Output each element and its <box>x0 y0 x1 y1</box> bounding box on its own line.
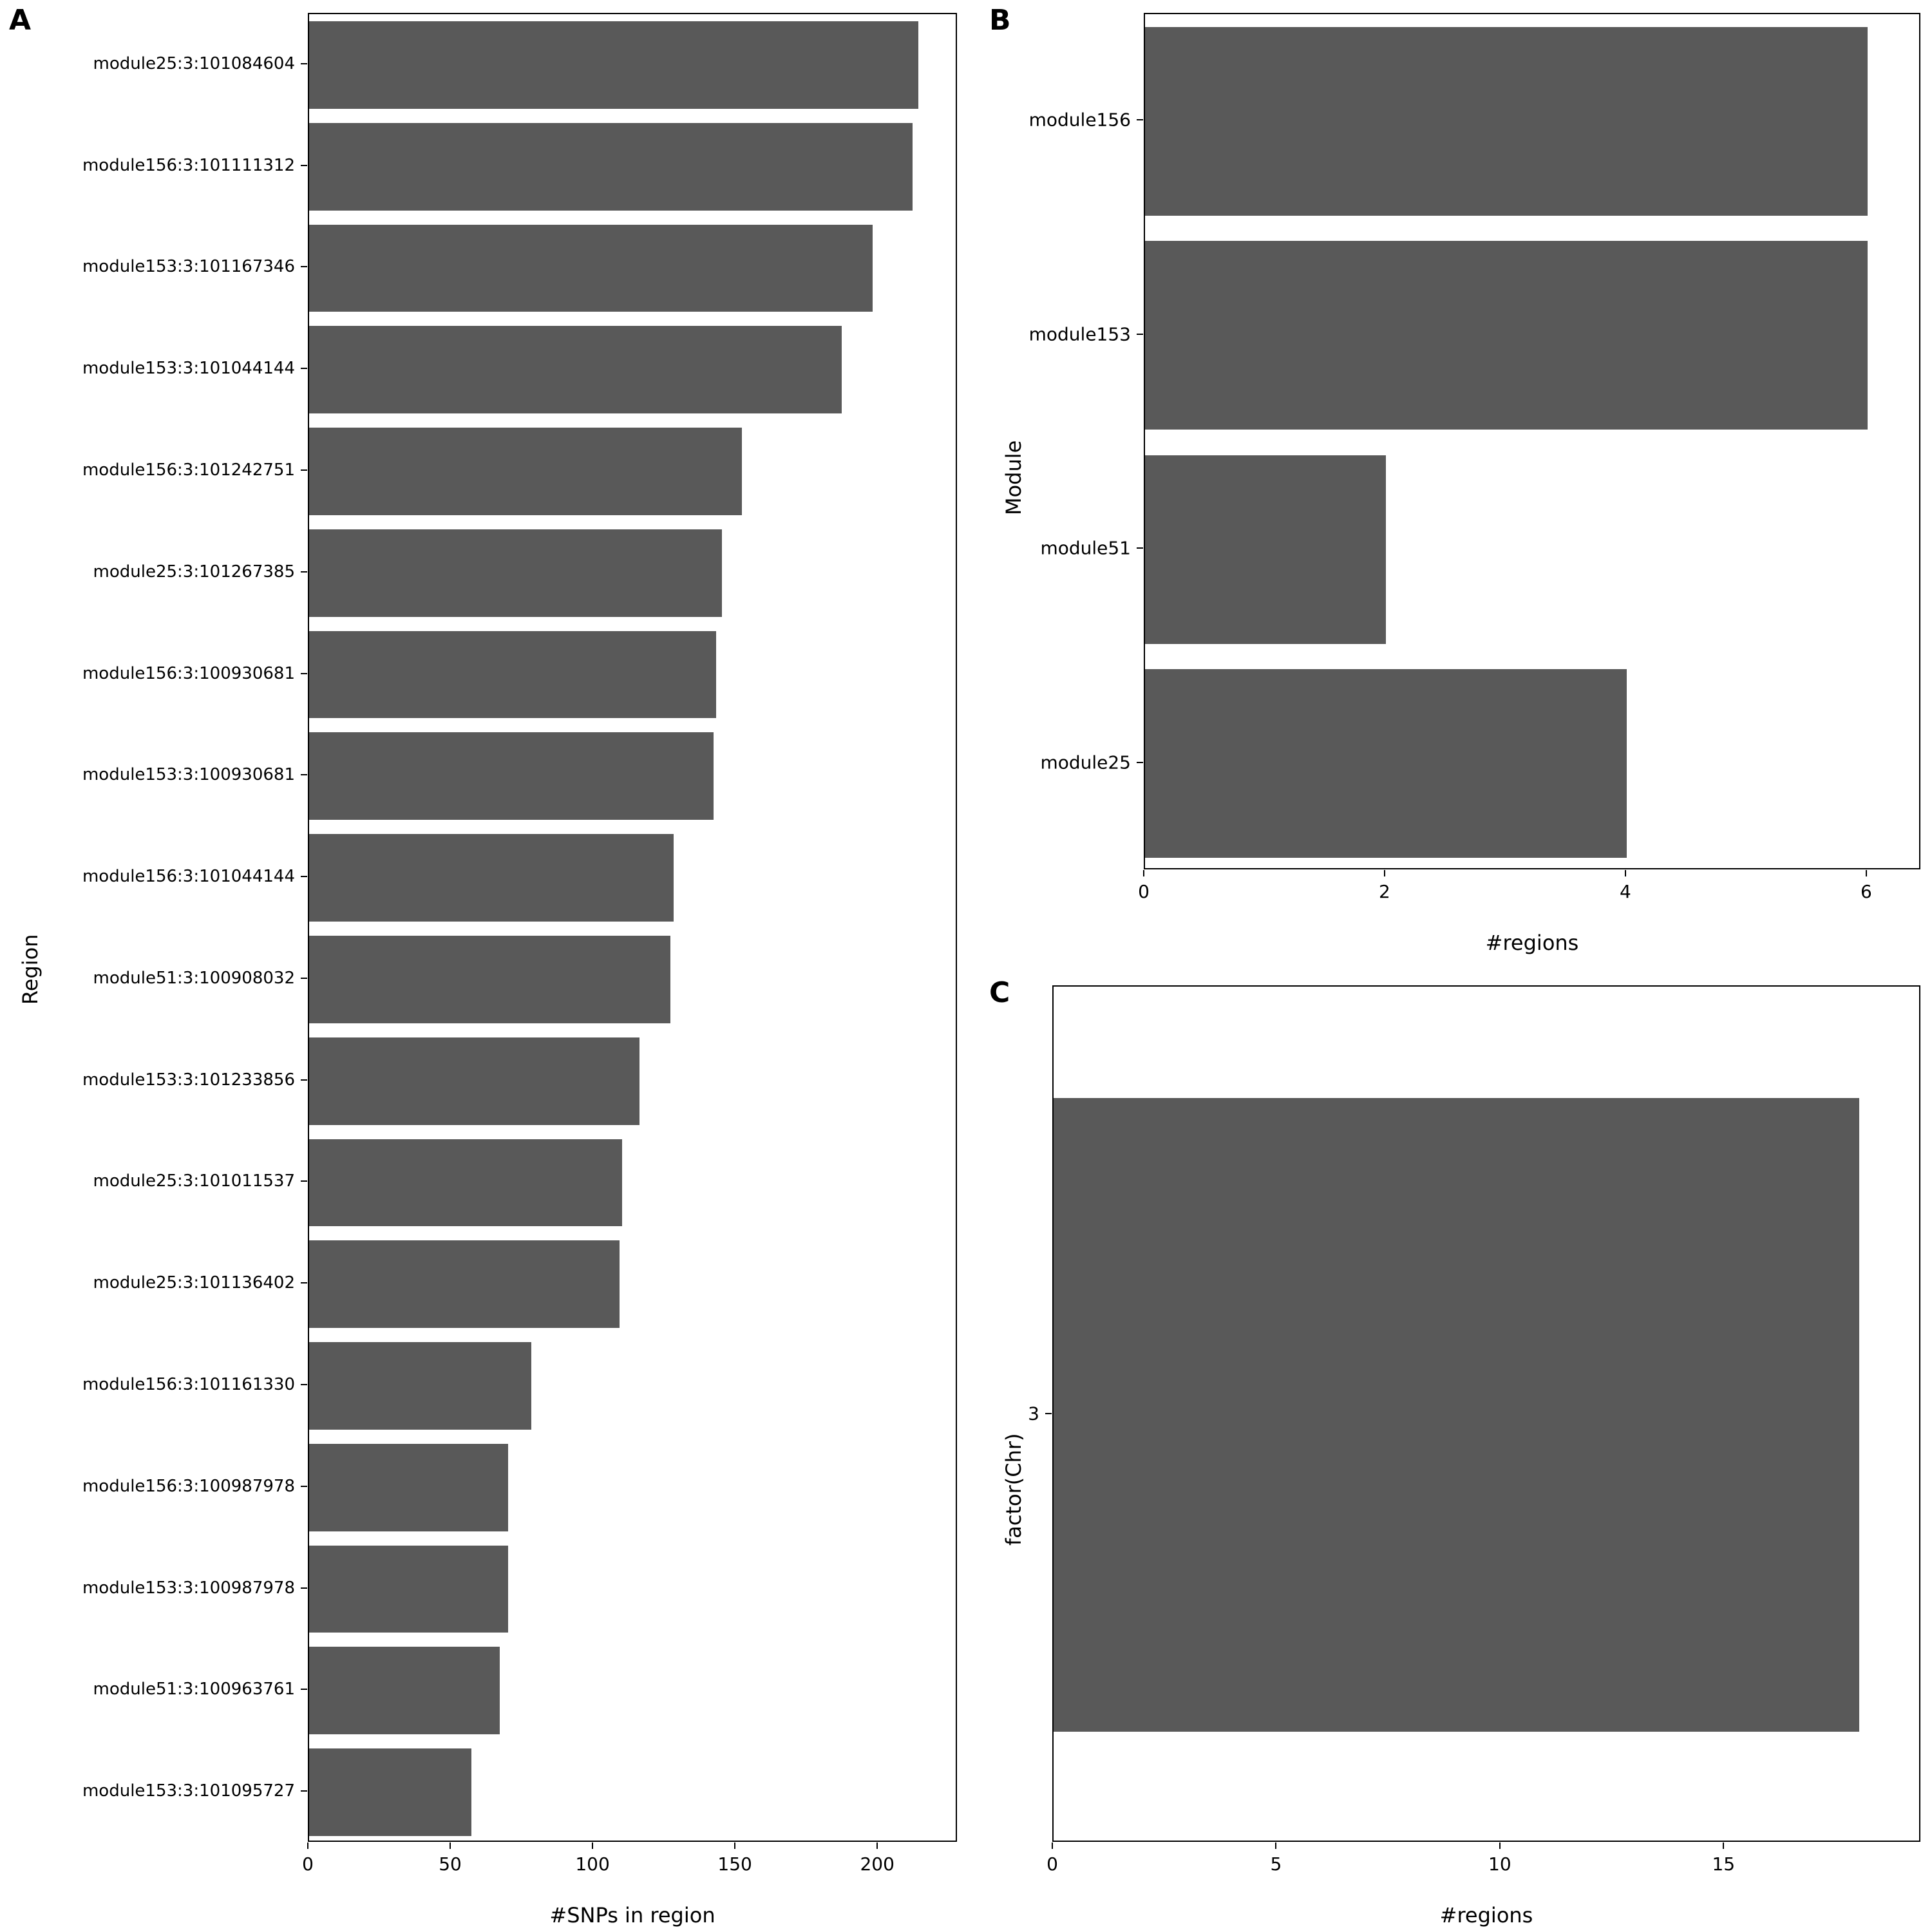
x-tick-mark <box>1275 1842 1276 1849</box>
panel-c-y-axis-title: factor(Chr) <box>1001 1433 1026 1546</box>
panel-b-bars <box>1145 14 1919 868</box>
y-tick-mark <box>301 571 307 573</box>
y-tick-mark <box>301 1384 307 1385</box>
panel-a-y-axis-title: Region <box>18 934 43 1005</box>
y-tick-mark <box>301 1282 307 1283</box>
y-tick-mark <box>301 1689 307 1690</box>
y-tick-mark <box>301 673 307 674</box>
y-tick-mark <box>1137 119 1143 120</box>
y-tick-label: module153:3:101167346 <box>82 257 295 277</box>
y-tick-label: module51:3:100908032 <box>93 968 295 988</box>
bar <box>309 834 674 922</box>
y-tick-mark <box>1045 1413 1052 1414</box>
y-tick-mark <box>301 774 307 775</box>
x-tick-mark <box>307 1842 308 1849</box>
x-tick-label: 15 <box>1712 1853 1736 1875</box>
x-tick-label: 0 <box>302 1853 314 1875</box>
bar <box>309 123 913 211</box>
bar <box>1145 27 1868 216</box>
x-tick-label: 4 <box>1619 881 1631 902</box>
x-tick-mark <box>1384 870 1385 876</box>
x-tick-label: 200 <box>860 1853 895 1875</box>
y-tick-label: module51 <box>1040 537 1131 559</box>
bar <box>309 631 716 719</box>
x-tick-mark <box>1143 870 1144 876</box>
x-tick-label: 5 <box>1270 1853 1282 1875</box>
bar <box>309 1546 508 1633</box>
x-tick-label: 10 <box>1488 1853 1511 1875</box>
y-tick-label: module156:3:101242751 <box>82 460 295 480</box>
y-tick-label: module156:3:100930681 <box>82 663 295 683</box>
bar <box>309 225 873 312</box>
panel-c-x-axis-title: #regions <box>1439 1903 1533 1927</box>
bar <box>309 428 742 515</box>
panel-b-y-axis-title: Module <box>1001 440 1026 515</box>
bar <box>309 326 842 413</box>
bar <box>309 1444 508 1531</box>
x-tick-label: 50 <box>439 1853 462 1875</box>
panel-b-plot-area <box>1144 13 1920 869</box>
x-tick-mark <box>734 1842 735 1849</box>
x-tick-label: 100 <box>575 1853 610 1875</box>
y-tick-label: module156 <box>1028 109 1131 131</box>
x-tick-label: 6 <box>1860 881 1872 902</box>
y-tick-mark <box>301 876 307 877</box>
panel-a-x-axis-title: #SNPs in region <box>549 1903 715 1927</box>
y-tick-label: module156:3:101161330 <box>82 1375 295 1394</box>
bar <box>1145 455 1386 644</box>
panel-c-letter: C <box>989 976 1010 1009</box>
bar <box>309 1240 620 1328</box>
y-tick-mark <box>301 1790 307 1792</box>
y-tick-label: module25:3:101136402 <box>93 1273 295 1293</box>
y-tick-label: module153:3:101095727 <box>82 1781 295 1801</box>
y-tick-label: module51:3:100963761 <box>93 1680 295 1700</box>
y-tick-label: module153 <box>1028 323 1131 345</box>
x-tick-mark <box>876 1842 878 1849</box>
bar <box>309 21 918 109</box>
bar <box>309 936 670 1023</box>
y-tick-label: module153:3:101044144 <box>82 359 295 379</box>
x-tick-label: 150 <box>717 1853 752 1875</box>
x-tick-mark <box>1866 870 1867 876</box>
y-tick-label: module25:3:101011537 <box>93 1171 295 1191</box>
x-tick-label: 0 <box>1138 881 1150 902</box>
bar <box>309 1647 500 1734</box>
x-tick-label: 0 <box>1046 1853 1058 1875</box>
y-tick-mark <box>1137 334 1143 335</box>
y-tick-label: 3 <box>1028 1403 1039 1425</box>
y-tick-label: module156:3:100987978 <box>82 1476 295 1496</box>
bar <box>309 732 714 820</box>
bar <box>309 1037 639 1125</box>
y-tick-mark <box>301 1079 307 1081</box>
panel-a-letter: A <box>9 4 32 37</box>
panel-c-bars <box>1054 987 1919 1841</box>
bar <box>309 1342 531 1430</box>
y-tick-label: module153:3:100987978 <box>82 1578 295 1598</box>
x-tick-mark <box>450 1842 451 1849</box>
x-tick-mark <box>1499 1842 1501 1849</box>
x-tick-mark <box>1723 1842 1724 1849</box>
y-tick-label: module25:3:101267385 <box>93 562 295 582</box>
bar <box>309 529 722 617</box>
bar <box>1145 241 1868 430</box>
panel-c-plot-area <box>1052 985 1920 1842</box>
bar <box>1145 669 1627 858</box>
y-tick-mark <box>301 63 307 64</box>
y-tick-mark <box>301 266 307 267</box>
y-tick-mark <box>1137 547 1143 549</box>
panel-b-x-axis-title: #regions <box>1485 931 1579 955</box>
bar <box>1054 1098 1859 1732</box>
panel-b-letter: B <box>989 4 1011 37</box>
x-tick-mark <box>1625 870 1626 876</box>
panel-a-plot-area <box>308 13 957 1842</box>
y-tick-label: module153:3:101233856 <box>82 1070 295 1090</box>
x-tick-mark <box>592 1842 593 1849</box>
x-tick-label: 2 <box>1379 881 1390 902</box>
panel-a-bars <box>309 14 956 1841</box>
y-tick-mark <box>301 469 307 471</box>
y-tick-mark <box>301 1587 307 1589</box>
y-tick-mark <box>1137 762 1143 763</box>
y-tick-label: module156:3:101044144 <box>82 867 295 887</box>
y-tick-label: module25:3:101084604 <box>93 53 295 73</box>
y-tick-mark <box>301 1180 307 1182</box>
bar <box>309 1139 622 1227</box>
y-tick-label: module156:3:101111312 <box>82 155 295 175</box>
y-tick-label: module25 <box>1040 752 1131 773</box>
bar <box>309 1748 471 1836</box>
x-tick-mark <box>1052 1842 1053 1849</box>
y-tick-mark <box>301 368 307 369</box>
y-tick-mark <box>301 1486 307 1487</box>
y-tick-mark <box>301 165 307 166</box>
y-tick-mark <box>301 978 307 979</box>
y-tick-label: module153:3:100930681 <box>82 765 295 785</box>
